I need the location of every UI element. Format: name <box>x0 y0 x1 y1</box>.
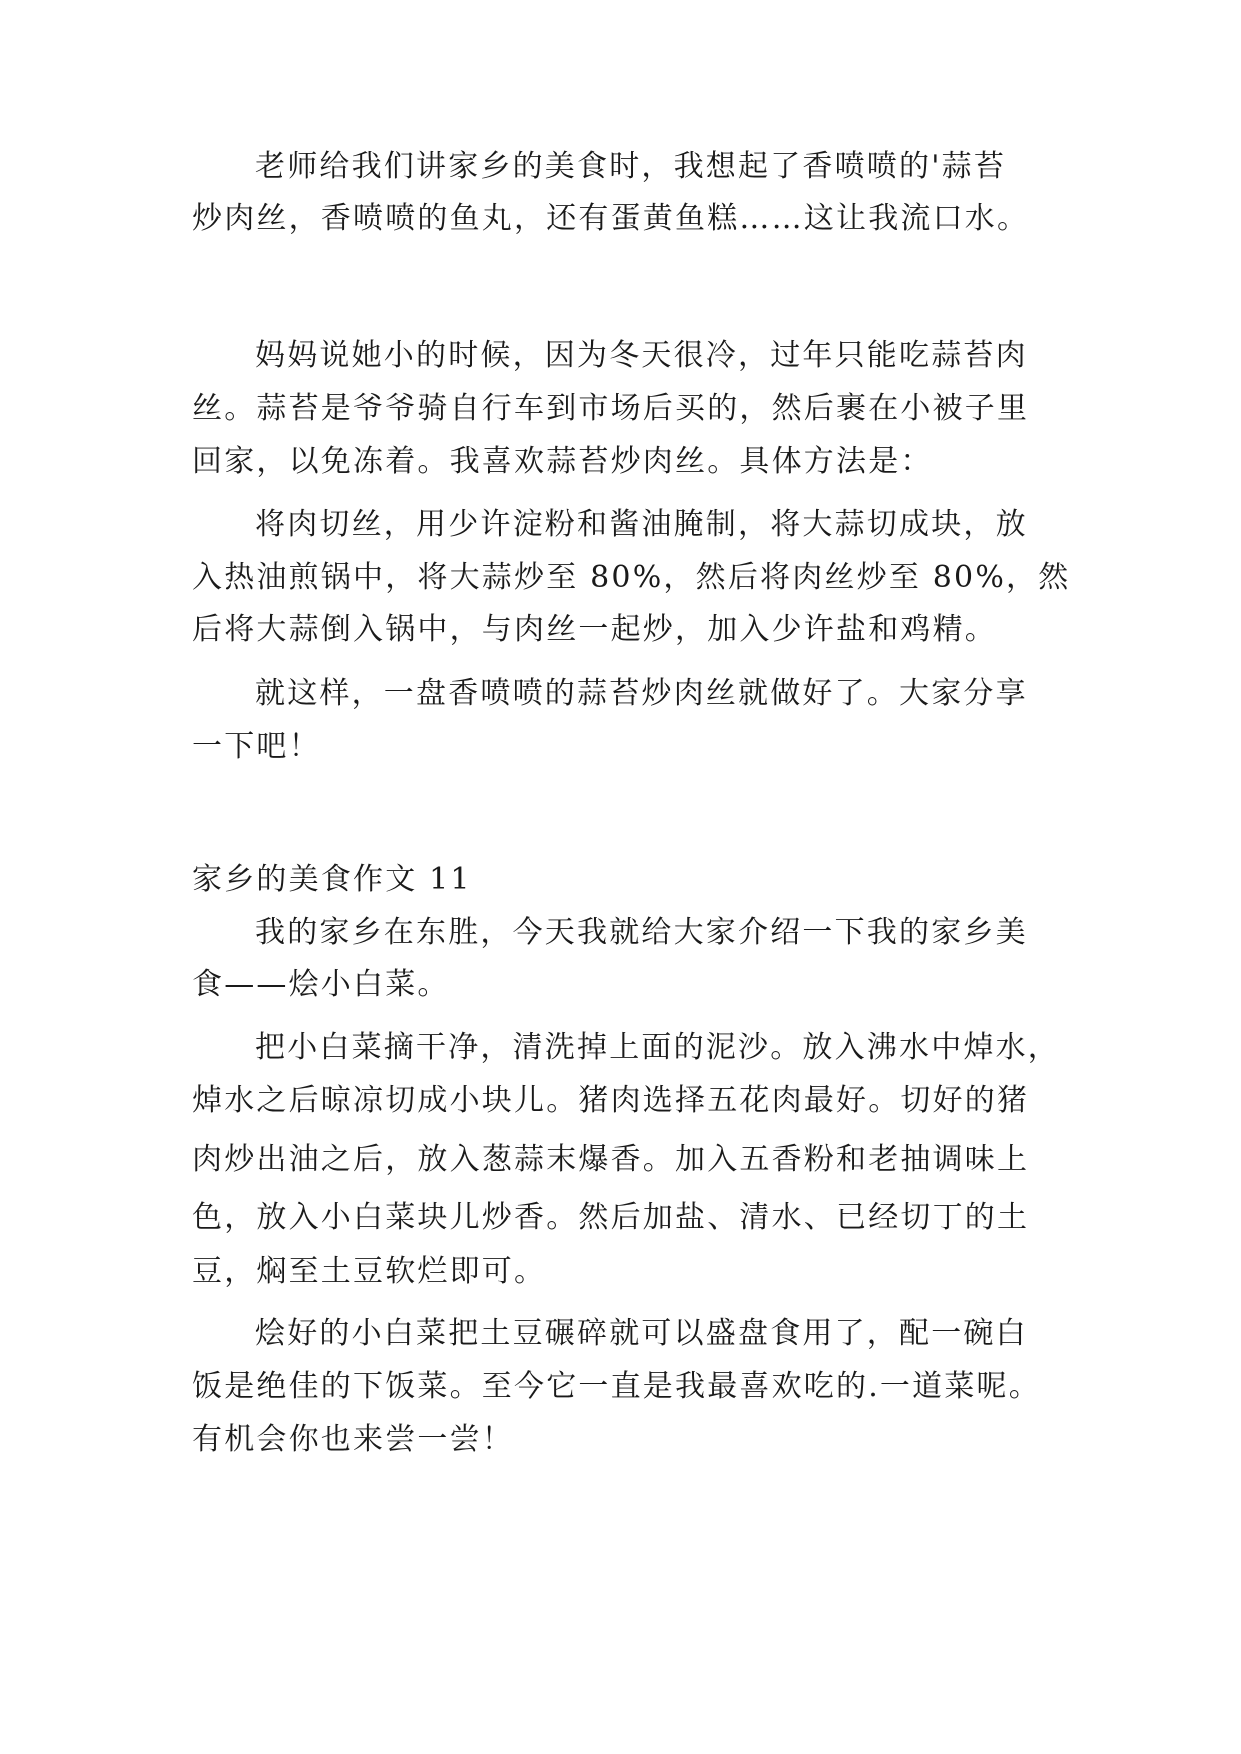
section-title: 家乡的美食作文 11 <box>192 862 472 897</box>
paragraph-line: 丝。蒜苔是爷爷骑自行车到市场后买的，然后裹在小被子里 <box>192 391 1030 426</box>
paragraph-line: 就这样，一盘香喷喷的蒜苔炒肉丝就做好了。大家分享 <box>255 676 1028 711</box>
paragraph-line: 烩好的小白菜把土豆碾碎就可以盛盘食用了，配一碗白 <box>255 1316 1028 1351</box>
paragraph-line: 焯水之后晾凉切成小块儿。猪肉选择五花肉最好。切好的猪 <box>192 1083 1030 1118</box>
paragraph-line: 回家，以免冻着。我喜欢蒜苔炒肉丝。具体方法是： <box>192 444 933 479</box>
paragraph-line: 后将大蒜倒入锅中，与肉丝一起炒，加入少许盐和鸡精。 <box>192 612 997 647</box>
paragraph-line: 老师给我们讲家乡的美食时，我想起了香喷喷的'蒜苔 <box>255 149 1007 184</box>
paragraph-line: 豆，焖至土豆软烂即可。 <box>192 1254 547 1289</box>
paragraph-line: 将肉切丝，用少许淀粉和酱油腌制，将大蒜切成块，放 <box>255 507 1028 542</box>
paragraph-line: 我的家乡在东胜，今天我就给大家介绍一下我的家乡美 <box>255 915 1028 950</box>
paragraph-line: 炒肉丝，香喷喷的鱼丸，还有蛋黄鱼糕……这让我流口水。 <box>192 201 1030 236</box>
paragraph-line: 妈妈说她小的时候，因为冬天很冷，过年只能吃蒜苔肉 <box>255 338 1028 373</box>
paragraph-line: 入热油煎锅中，将大蒜炒至 80%，然后将肉丝炒至 80%，然 <box>192 560 1071 595</box>
paragraph-line: 肉炒出油之后，放入葱蒜末爆香。加入五香粉和老抽调味上 <box>192 1142 1030 1177</box>
paragraph-line: 一下吧！ <box>192 729 321 764</box>
paragraph-line: 把小白菜摘干净，清洗掉上面的泥沙。放入沸水中焯水， <box>255 1030 1060 1065</box>
paragraph-line: 饭是绝佳的下饭菜。至今它一直是我最喜欢吃的.一道菜呢。 <box>192 1369 1041 1404</box>
paragraph-line: 色，放入小白菜块儿炒香。然后加盐、清水、已经切丁的土 <box>192 1200 1030 1235</box>
paragraph-line: 有机会你也来尝一尝！ <box>192 1422 514 1457</box>
paragraph-line: 食——烩小白菜。 <box>192 967 450 1002</box>
